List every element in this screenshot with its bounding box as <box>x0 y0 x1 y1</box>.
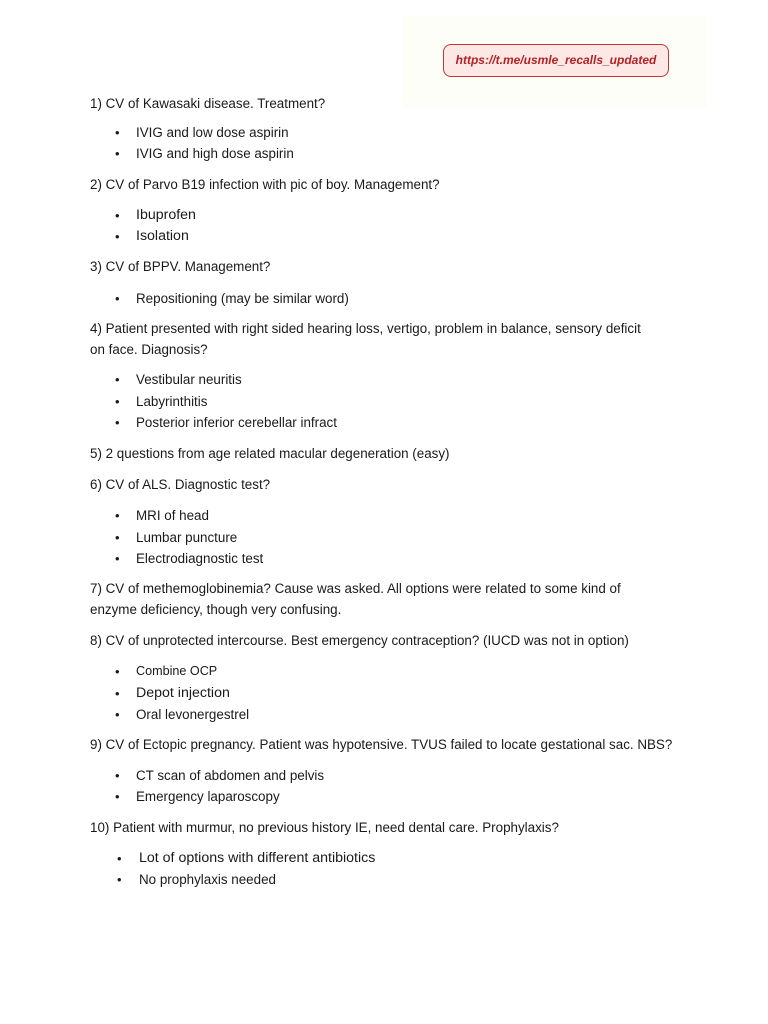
option-text: Lumbar puncture <box>136 529 238 545</box>
question-10: 10) Patient with murmur, no previous history IE, need dental care. Prophylaxis? <box>90 819 559 835</box>
question-6: 6) CV of ALS. Diagnostic test? <box>90 477 271 493</box>
list-item <box>90 527 690 548</box>
list-item <box>90 391 690 412</box>
list-item <box>90 869 690 890</box>
question-4-options <box>90 369 690 433</box>
question-6-options <box>90 505 690 569</box>
list-item <box>90 548 690 569</box>
bullet-icon: • <box>115 706 120 722</box>
question-4-line-2: on face. Diagnosis? <box>90 342 208 358</box>
question-1-options <box>90 122 690 165</box>
bullet-icon: • <box>115 508 120 524</box>
option-text: Oral levonergestrel <box>136 706 250 722</box>
list-item <box>90 122 690 143</box>
question-7-line-1: 7) CV of methemoglobinemia? Cause was asked. All options were related to some kind of <box>90 581 621 597</box>
option-text: Lot of options with different antibiotics <box>139 849 376 866</box>
question-2: 2) CV of Parvo B19 infection with pic of boy. Management? <box>90 176 440 192</box>
list-item <box>90 412 690 433</box>
list-item <box>90 288 690 309</box>
bullet-icon: • <box>115 393 120 409</box>
question-9-options <box>90 765 690 808</box>
recall-document-body <box>90 93 690 890</box>
option-text: Vestibular neuritis <box>136 372 242 388</box>
option-text: Isolation <box>136 227 189 244</box>
bullet-icon: • <box>115 372 120 388</box>
option-text: No prophylaxis needed <box>139 872 276 888</box>
question-2-options <box>90 205 690 248</box>
list-item <box>90 786 690 807</box>
bullet-icon: • <box>115 768 120 784</box>
option-text: CT scan of abdomen and pelvis <box>136 768 325 784</box>
list-item <box>90 848 690 869</box>
question-4 <box>90 318 690 360</box>
question-3-options <box>90 288 690 309</box>
bullet-icon: • <box>115 291 120 307</box>
bullet-icon: • <box>115 664 120 680</box>
question-1: 1) CV of Kawasaki disease. Treatment? <box>90 96 326 111</box>
question-8: 8) CV of unprotected intercourse. Best emergency contraception? (IUCD was not in option) <box>90 633 629 649</box>
option-text: Ibuprofen <box>136 206 196 223</box>
option-text: Combine OCP <box>136 664 218 679</box>
list-item <box>90 205 690 226</box>
list-item <box>90 704 690 725</box>
bullet-icon: • <box>115 146 120 162</box>
option-text: Emergency laparoscopy <box>136 789 280 805</box>
bullet-icon: • <box>115 415 120 431</box>
question-4-line-1: 4) Patient presented with right sided hearing loss, vertigo, problem in balance, sensory deficit <box>90 321 641 337</box>
list-item <box>90 765 690 786</box>
bullet-icon: • <box>115 207 120 223</box>
list-item <box>90 369 690 390</box>
option-text: MRI of head <box>136 508 209 524</box>
list-item <box>90 226 690 247</box>
bullet-icon: • <box>115 789 120 805</box>
bullet-icon: • <box>115 550 120 566</box>
list-item <box>90 143 690 164</box>
list-item <box>90 661 690 682</box>
question-7 <box>90 578 690 620</box>
question-7-line-2: enzyme deficiency, though very confusing. <box>90 602 342 618</box>
option-text: IVIG and low dose aspirin <box>136 125 289 140</box>
telegram-link[interactable]: https://t.me/usmle_recalls_updated <box>443 44 669 77</box>
bullet-icon: • <box>115 228 120 244</box>
question-8-options <box>90 661 690 725</box>
bullet-icon: • <box>115 529 120 545</box>
bullet-icon: • <box>117 872 122 888</box>
bullet-icon: • <box>115 125 120 140</box>
question-3: 3) CV of BPPV. Management? <box>90 259 271 275</box>
question-10-options <box>90 848 690 891</box>
bullet-icon: • <box>117 850 122 866</box>
option-text: Posterior inferior cerebellar infract <box>136 415 337 431</box>
question-9: 9) CV of Ectopic pregnancy. Patient was hypotensive. TVUS failed to locate gestational sac. NBS? <box>90 737 673 753</box>
option-text: Labyrinthitis <box>136 393 208 409</box>
option-text: Electrodiagnostic test <box>136 550 264 566</box>
list-item <box>90 505 690 526</box>
list-item <box>90 683 690 704</box>
question-5: 5) 2 questions from age related macular degeneration (easy) <box>90 446 450 462</box>
option-text: Repositioning (may be similar word) <box>136 291 349 307</box>
option-text: Depot injection <box>136 684 230 701</box>
option-text: IVIG and high dose aspirin <box>136 146 294 162</box>
bullet-icon: • <box>115 685 120 701</box>
